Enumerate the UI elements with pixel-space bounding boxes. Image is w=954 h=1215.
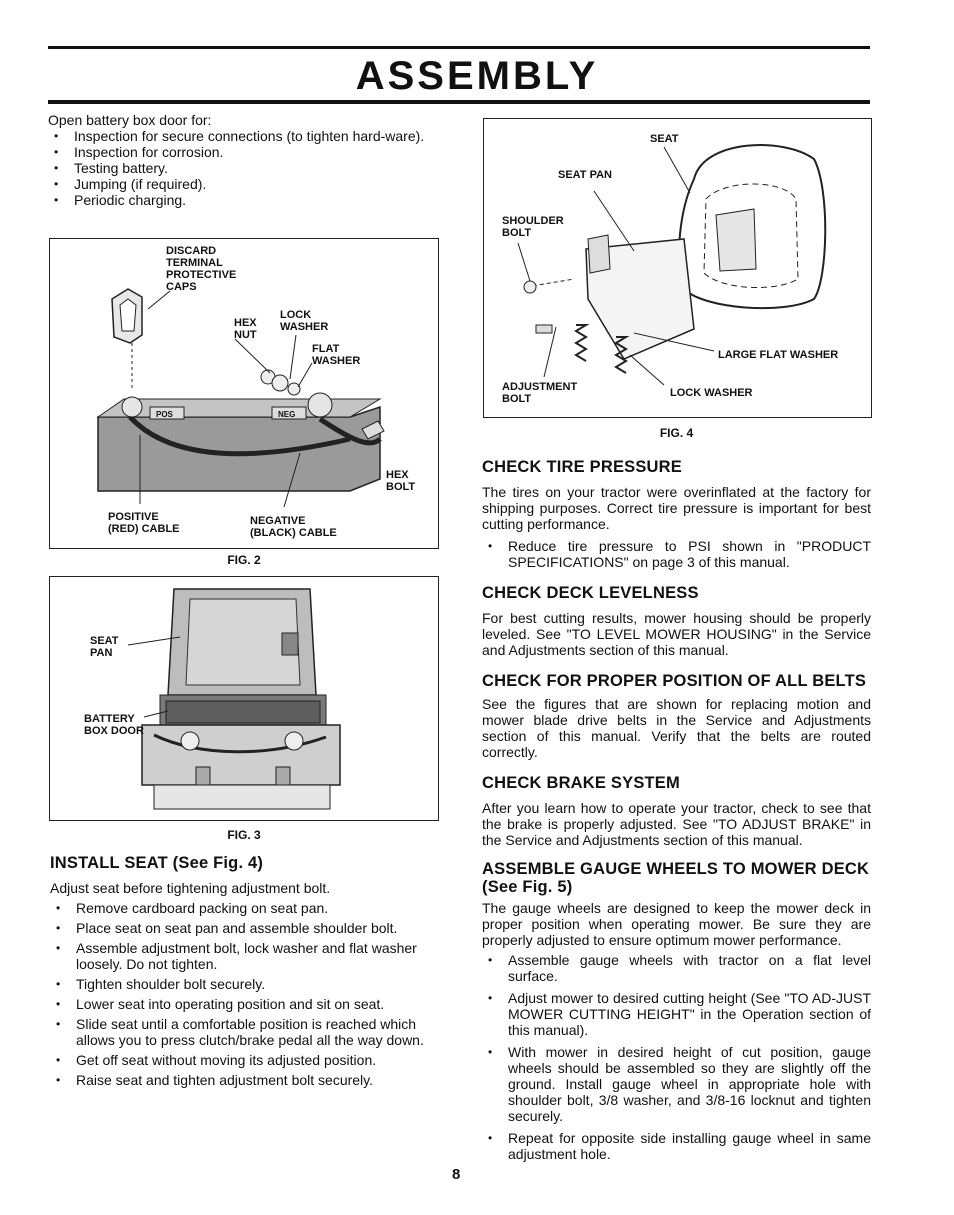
list-item: • Reduce tire pressure to PSI shown in "PRODUCT SPECIFICATIONS" on page 3 of this manual. <box>482 538 871 570</box>
list-item: • Remove cardboard packing on seat pan. <box>50 900 446 916</box>
label-pos-mark: POS <box>156 410 173 419</box>
heading-install-seat: INSTALL SEAT (See Fig. 4) <box>50 854 264 872</box>
list-item: • Tighten shoulder bolt securely. <box>50 976 446 992</box>
tire-body: The tires on your tractor were overinflated at the factory for shipping purposes. Correct tire pressure is important for best cutting performance. <box>482 484 871 532</box>
label-hex-nut: HEX NUT <box>234 317 257 341</box>
list-item: • Adjust mower to desired cutting height (See "TO AD-JUST MOWER CUTTING HEIGHT" in the Operation section of this manual). <box>482 990 871 1038</box>
battery-intro-text: Open battery box door for: <box>48 112 212 128</box>
figure-4-seat-assembly <box>483 118 872 418</box>
battery-illustration <box>50 239 438 548</box>
gauge-body: The gauge wheels are designed to keep the mower deck in proper position when operating mower. Be sure they are properly adjusted to ensure optimum mower performance. <box>482 900 871 948</box>
label-seat-pan: SEAT PAN <box>90 635 119 659</box>
list-item: • Periodic charging. <box>48 192 444 208</box>
figure-3-caption: FIG. 3 <box>227 828 261 842</box>
battery-intro <box>48 112 444 208</box>
label-battery-box-door: BATTERY BOX DOOR <box>84 713 144 737</box>
install-seat-section <box>50 880 446 1088</box>
label-negative-cable: NEGATIVE (BLACK) CABLE <box>250 515 337 539</box>
list-item: • Jumping (if required). <box>48 176 444 192</box>
list-item: • Testing battery. <box>48 160 444 176</box>
list-item: • Raise seat and tighten adjustment bolt securely. <box>50 1072 446 1088</box>
page-number: 8 <box>452 1166 461 1183</box>
heading-check-tire-pressure: CHECK TIRE PRESSURE <box>482 458 682 476</box>
label-seat: SEAT <box>650 133 679 145</box>
label-discard-caps: DISCARD TERMINAL PROTECTIVE CAPS <box>166 245 237 293</box>
label-flat-washer: FLAT WASHER <box>312 343 361 367</box>
list-item: • Slide seat until a comfortable position is reached which allows you to press clutch/brake pedal all the way down. <box>50 1016 446 1048</box>
figure-2-battery <box>49 238 439 549</box>
list-item: • With mower in desired height of cut position, gauge wheels should be assembled so they are slightly off the ground. Install gauge wheel in appropriate hole with shoulder bolt, 3/8 washer, and 3/8-16 locknut and tighten securely. <box>482 1044 871 1124</box>
right-column-sections <box>482 458 871 1162</box>
label-seat-pan: SEAT PAN <box>558 169 612 181</box>
brake-body: After you learn how to operate your tractor, check to see that the brake is properly adjusted. See "TO ADJUST BRAKE" in the Service and Adjustments section of this manual. <box>482 800 871 848</box>
label-lock-washer: LOCK WASHER <box>670 387 753 399</box>
label-positive-cable: POSITIVE (RED) CABLE <box>108 511 180 535</box>
heading-check-brake-system: CHECK BRAKE SYSTEM <box>482 774 680 792</box>
heading-assemble-gauge-wheels: ASSEMBLE GAUGE WHEELS TO MOWER DECK (See Fig. 5) <box>482 860 870 896</box>
figure-3-seat-battery-door <box>49 576 439 821</box>
list-item: • Inspection for corrosion. <box>48 144 444 160</box>
list-item: • Place seat on seat pan and assemble shoulder bolt. <box>50 920 446 936</box>
list-item: • Lower seat into operating position and sit on seat. <box>50 996 446 1012</box>
label-neg-mark: NEG <box>278 410 296 419</box>
label-shoulder-bolt: SHOULDER BOLT <box>502 215 564 239</box>
deck-body: For best cutting results, mower housing should be properly leveled. See "TO LEVEL MOWER HOUSING" in the Service and Adjustments section of this manual. <box>482 610 871 658</box>
list-item: • Get off seat without moving its adjusted position. <box>50 1052 446 1068</box>
figure-2-caption: FIG. 2 <box>227 553 261 567</box>
header-rule-top <box>48 46 870 49</box>
install-seat-intro: Adjust seat before tightening adjustment bolt. <box>50 880 331 896</box>
label-large-flat-washer: LARGE FLAT WASHER <box>718 349 839 361</box>
list-item: • Repeat for opposite side installing gauge wheel in same adjustment hole. <box>482 1130 871 1162</box>
figure-4-caption: FIG. 4 <box>659 426 694 440</box>
header-rule-bottom <box>48 100 870 104</box>
label-hex-bolt: HEX BOLT <box>386 469 416 493</box>
list-item: • Assemble adjustment bolt, lock washer and flat washer loosely. Do not tighten. <box>50 940 446 972</box>
belts-body: See the figures that are shown for replacing motion and mower blade drive belts in the Service and Adjustments section of this manual. Verify that the belts are routed correctly. <box>482 696 871 760</box>
label-lock-washer: LOCK WASHER <box>280 309 329 333</box>
page-title: ASSEMBLY <box>355 54 599 98</box>
list-item: • Assemble gauge wheels with tractor on a flat level surface. <box>482 952 871 984</box>
seat-battery-illustration <box>50 577 438 820</box>
heading-check-belts: CHECK FOR PROPER POSITION OF ALL BELTS <box>482 672 867 690</box>
list-item: • Inspection for secure connections (to tighten hard-ware). <box>48 128 444 144</box>
seat-assembly-illustration <box>484 119 871 417</box>
heading-check-deck-levelness: CHECK DECK LEVELNESS <box>482 584 699 602</box>
label-adjustment-bolt: ADJUSTMENT BOLT <box>502 381 578 405</box>
